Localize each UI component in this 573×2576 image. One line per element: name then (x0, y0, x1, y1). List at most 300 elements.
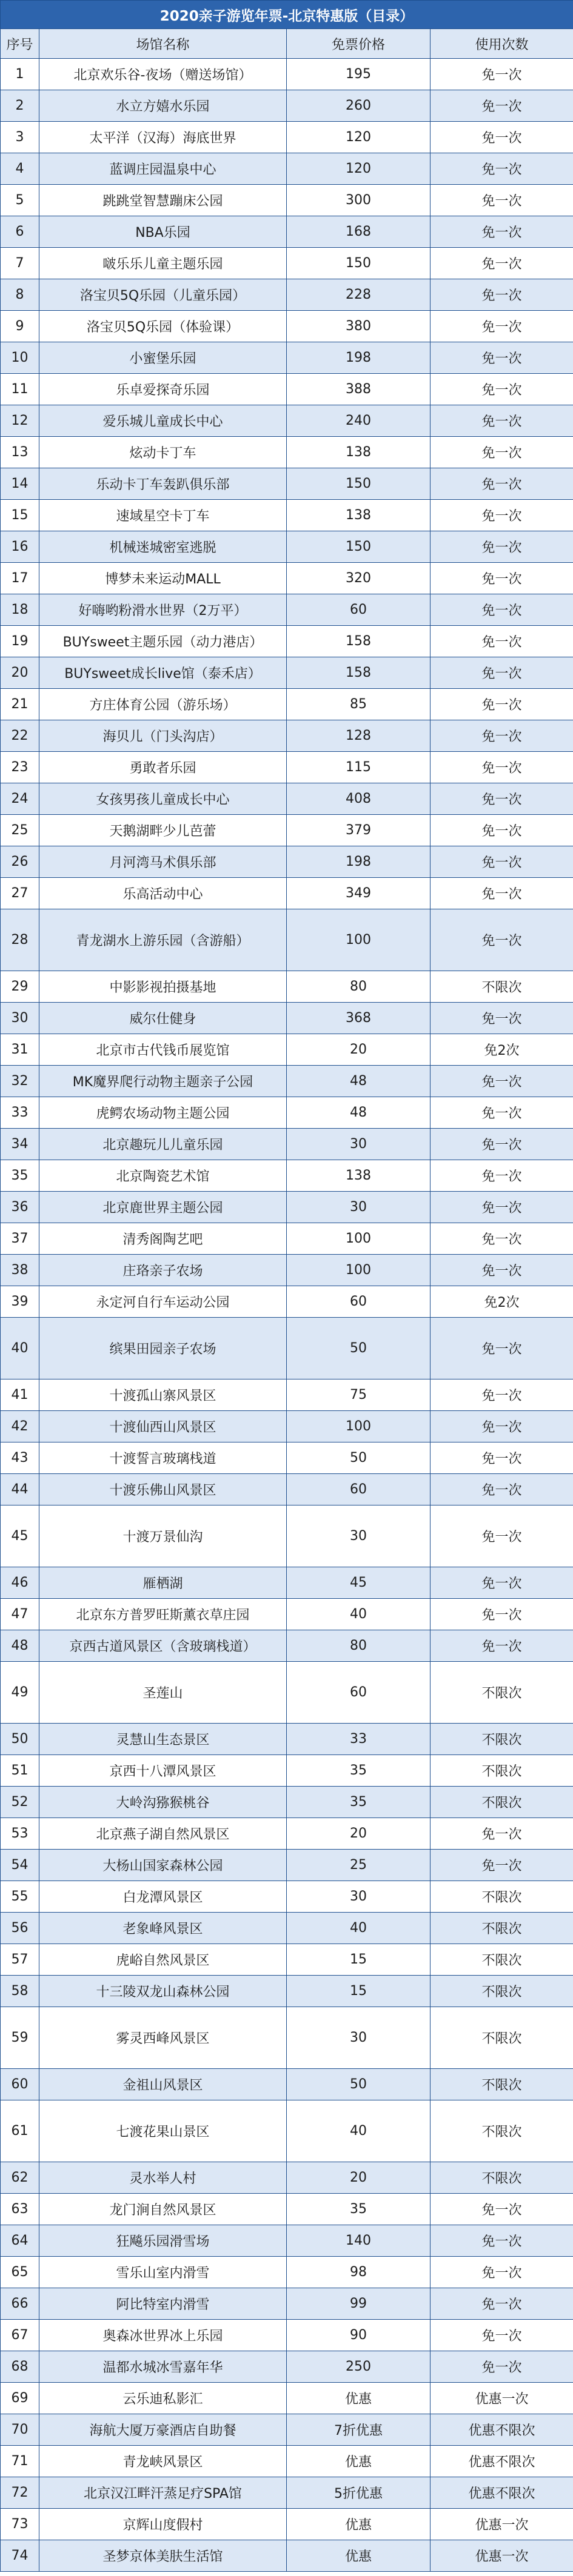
cell-times: 免一次 (431, 1379, 573, 1411)
cell-price: 20 (287, 1818, 431, 1850)
cell-name: 好嗨哟粉滑水世界（2万平） (39, 594, 287, 626)
cell-no: 44 (1, 1474, 39, 1505)
cell-price: 80 (287, 971, 431, 1003)
cell-no: 20 (1, 657, 39, 689)
table-row (1, 1318, 573, 1379)
table-row (1, 846, 573, 878)
cell-price: 45 (287, 1567, 431, 1599)
cell-name: 雁栖湖 (39, 1567, 287, 1599)
cell-name: 机械迷城密室逃脱 (39, 531, 287, 563)
cell-price: 20 (287, 2162, 431, 2194)
table-row (1, 1944, 573, 1976)
cell-name: 十三陵双龙山森林公园 (39, 1976, 287, 2007)
cell-no: 56 (1, 1913, 39, 1944)
header-price: 免票价格 (287, 29, 431, 59)
cell-name: 天鹅湖畔少儿芭蕾 (39, 815, 287, 846)
cell-price: 80 (287, 1630, 431, 1662)
cell-price: 115 (287, 752, 431, 783)
cell-no: 62 (1, 2162, 39, 2194)
cell-price: 优惠 (287, 2509, 431, 2540)
cell-no: 70 (1, 2414, 39, 2446)
cell-times: 不限次 (431, 1755, 573, 1787)
table-row (1, 2540, 573, 2572)
cell-times: 免一次 (431, 1818, 573, 1850)
cell-price: 75 (287, 1379, 431, 1411)
cell-no: 21 (1, 689, 39, 720)
cell-price: 195 (287, 59, 431, 90)
cell-name: 白龙潭风景区 (39, 1881, 287, 1913)
cell-no: 63 (1, 2194, 39, 2225)
table-row (1, 2320, 573, 2351)
cell-price: 100 (287, 1411, 431, 1442)
table-row (1, 342, 573, 374)
table-row (1, 1255, 573, 1286)
cell-no: 11 (1, 374, 39, 405)
table-row (1, 2225, 573, 2257)
table-row (1, 1097, 573, 1129)
cell-name: 北京市古代钱币展览馆 (39, 1034, 287, 1066)
cell-times: 免一次 (431, 689, 573, 720)
cell-no: 71 (1, 2446, 39, 2477)
table-row (1, 2477, 573, 2509)
cell-name: NBA乐园 (39, 216, 287, 248)
cell-times: 免一次 (431, 1411, 573, 1442)
cell-name: 北京欢乐谷-夜场（赠送场馆） (39, 59, 287, 90)
cell-price: 优惠 (287, 2383, 431, 2414)
table-row (1, 1066, 573, 1097)
cell-price: 60 (287, 1474, 431, 1505)
cell-times: 免一次 (431, 2194, 573, 2225)
cell-price: 198 (287, 342, 431, 374)
cell-name: 北京汉江畔汗蒸足疗SPA馆 (39, 2477, 287, 2509)
cell-price: 48 (287, 1097, 431, 1129)
table-row (1, 1567, 573, 1599)
cell-no: 10 (1, 342, 39, 374)
table-row (1, 185, 573, 216)
table-row (1, 1160, 573, 1192)
cell-times: 免一次 (431, 90, 573, 122)
cell-no: 55 (1, 1881, 39, 1913)
cell-no: 53 (1, 1818, 39, 1850)
table-row (1, 2446, 573, 2477)
cell-no: 26 (1, 846, 39, 878)
cell-no: 48 (1, 1630, 39, 1662)
cell-price: 100 (287, 1255, 431, 1286)
cell-name: 小蜜堡乐园 (39, 342, 287, 374)
cell-no: 32 (1, 1066, 39, 1097)
cell-times: 不限次 (431, 971, 573, 1003)
cell-name: 清秀阁陶艺吧 (39, 1223, 287, 1255)
cell-times: 免一次 (431, 720, 573, 752)
table-row (1, 311, 573, 342)
cell-times: 不限次 (431, 2100, 573, 2162)
cell-no: 69 (1, 2383, 39, 2414)
table-row (1, 1818, 573, 1850)
cell-name: BUYsweet主题乐园（动力港店） (39, 626, 287, 657)
cell-times: 优惠不限次 (431, 2477, 573, 2509)
cell-no: 25 (1, 815, 39, 846)
cell-name: 爱乐城儿童成长中心 (39, 405, 287, 437)
cell-no: 54 (1, 1850, 39, 1881)
table-row (1, 2100, 573, 2162)
cell-times: 不限次 (431, 1724, 573, 1755)
cell-price: 30 (287, 2007, 431, 2069)
cell-price: 20 (287, 1034, 431, 1066)
cell-name: 京西古道风景区（含玻璃栈道） (39, 1630, 287, 1662)
table-row (1, 1442, 573, 1474)
table-row (1, 815, 573, 846)
table-row (1, 1286, 573, 1318)
table-row (1, 2069, 573, 2100)
table-row (1, 405, 573, 437)
cell-name: 十渡乐佛山风景区 (39, 1474, 287, 1505)
cell-times: 免一次 (431, 2225, 573, 2257)
cell-no: 23 (1, 752, 39, 783)
cell-times: 免一次 (431, 1192, 573, 1223)
table-row (1, 2194, 573, 2225)
cell-no: 40 (1, 1318, 39, 1379)
cell-price: 30 (287, 1129, 431, 1160)
cell-name: 灵水举人村 (39, 2162, 287, 2194)
cell-no: 59 (1, 2007, 39, 2069)
cell-name: 永定河自行车运动公园 (39, 1286, 287, 1318)
cell-no: 38 (1, 1255, 39, 1286)
cell-price: 30 (287, 1881, 431, 1913)
cell-times: 不限次 (431, 1944, 573, 1976)
table-row (1, 878, 573, 909)
table-row (1, 90, 573, 122)
cell-name: 洛宝贝5Q乐园（体验课） (39, 311, 287, 342)
cell-times: 免一次 (431, 2351, 573, 2383)
table-row (1, 2414, 573, 2446)
cell-no: 61 (1, 2100, 39, 2162)
cell-no: 19 (1, 626, 39, 657)
cell-price: 98 (287, 2257, 431, 2288)
table-row (1, 594, 573, 626)
cell-name: 阿比特室内滑雪 (39, 2288, 287, 2320)
cell-price: 40 (287, 1599, 431, 1630)
cell-name: 圣莲山 (39, 1662, 287, 1724)
cell-price: 48 (287, 1066, 431, 1097)
cell-times: 免一次 (431, 1129, 573, 1160)
cell-times: 不限次 (431, 2162, 573, 2194)
cell-no: 66 (1, 2288, 39, 2320)
cell-no: 43 (1, 1442, 39, 1474)
cell-no: 27 (1, 878, 39, 909)
cell-name: 北京陶瓷艺术馆 (39, 1160, 287, 1192)
cell-times: 免一次 (431, 1097, 573, 1129)
cell-times: 不限次 (431, 1787, 573, 1818)
table-row (1, 1724, 573, 1755)
cell-no: 9 (1, 311, 39, 342)
cell-times: 免一次 (431, 153, 573, 185)
cell-no: 57 (1, 1944, 39, 1976)
cell-times: 免一次 (431, 1066, 573, 1097)
cell-price: 150 (287, 468, 431, 500)
cell-no: 47 (1, 1599, 39, 1630)
cell-no: 68 (1, 2351, 39, 2383)
cell-price: 7折优惠 (287, 2414, 431, 2446)
cell-price: 138 (287, 437, 431, 468)
cell-name: 炫动卡丁车 (39, 437, 287, 468)
cell-times: 免一次 (431, 815, 573, 846)
table-row (1, 122, 573, 153)
cell-times: 免一次 (431, 59, 573, 90)
cell-name: 水立方嬉水乐园 (39, 90, 287, 122)
cell-price: 168 (287, 216, 431, 248)
cell-no: 12 (1, 405, 39, 437)
table-row (1, 1755, 573, 1787)
table-row (1, 626, 573, 657)
cell-no: 7 (1, 248, 39, 279)
cell-price: 120 (287, 122, 431, 153)
cell-name: 京西十八潭风景区 (39, 1755, 287, 1787)
cell-no: 14 (1, 468, 39, 500)
cell-price: 128 (287, 720, 431, 752)
cell-name: 北京鹿世界主题公园 (39, 1192, 287, 1223)
cell-name: 温都水城冰雪嘉年华 (39, 2351, 287, 2383)
cell-price: 240 (287, 405, 431, 437)
table-row (1, 2509, 573, 2540)
cell-price: 198 (287, 846, 431, 878)
table-row (1, 437, 573, 468)
cell-times: 优惠一次 (431, 2540, 573, 2572)
cell-times: 免一次 (431, 909, 573, 971)
cell-price: 158 (287, 626, 431, 657)
cell-name: 乐动卡丁车轰趴俱乐部 (39, 468, 287, 500)
cell-name: 十渡孤山寨风景区 (39, 1379, 287, 1411)
cell-price: 120 (287, 153, 431, 185)
cell-price: 349 (287, 878, 431, 909)
cell-name: 缤果田园亲子农场 (39, 1318, 287, 1379)
cell-price: 150 (287, 531, 431, 563)
cell-name: 北京东方普罗旺斯薰衣草庄园 (39, 1599, 287, 1630)
table-row (1, 153, 573, 185)
cell-times: 免一次 (431, 405, 573, 437)
cell-no: 65 (1, 2257, 39, 2288)
cell-name: 海贝儿（门头沟店） (39, 720, 287, 752)
table-row (1, 1411, 573, 1442)
cell-name: 乐高活动中心 (39, 878, 287, 909)
cell-times: 免一次 (431, 1599, 573, 1630)
cell-name: 月河湾马术俱乐部 (39, 846, 287, 878)
cell-times: 免一次 (431, 1223, 573, 1255)
cell-name: 方庄体育公园（游乐场） (39, 689, 287, 720)
cell-price: 40 (287, 1913, 431, 1944)
cell-times: 免一次 (431, 1318, 573, 1379)
cell-times: 免一次 (431, 1003, 573, 1034)
cell-times: 优惠一次 (431, 2509, 573, 2540)
cell-price: 35 (287, 1755, 431, 1787)
cell-no: 51 (1, 1755, 39, 1787)
cell-times: 不限次 (431, 1976, 573, 2007)
cell-times: 免一次 (431, 279, 573, 311)
cell-times: 免一次 (431, 311, 573, 342)
table-row (1, 216, 573, 248)
cell-name: 威尔仕健身 (39, 1003, 287, 1034)
cell-no: 52 (1, 1787, 39, 1818)
cell-no: 72 (1, 2477, 39, 2509)
cell-no: 41 (1, 1379, 39, 1411)
cell-times: 不限次 (431, 2069, 573, 2100)
cell-price: 优惠 (287, 2540, 431, 2572)
cell-price: 60 (287, 1662, 431, 1724)
cell-no: 29 (1, 971, 39, 1003)
table-row (1, 563, 573, 594)
cell-name: 圣梦京体美肤生活馆 (39, 2540, 287, 2572)
cell-times: 免一次 (431, 594, 573, 626)
cell-name: 十渡誓言玻璃栈道 (39, 1442, 287, 1474)
cell-name: 跳跳堂智慧蹦床公园 (39, 185, 287, 216)
table-row (1, 1599, 573, 1630)
cell-times: 免一次 (431, 437, 573, 468)
cell-price: 85 (287, 689, 431, 720)
cell-price: 优惠 (287, 2446, 431, 2477)
cell-no: 30 (1, 1003, 39, 1034)
table-row (1, 720, 573, 752)
cell-name: 洛宝贝5Q乐园（儿童乐园） (39, 279, 287, 311)
cell-times: 免一次 (431, 1630, 573, 1662)
cell-name: MK魔界爬行动物主题亲子公园 (39, 1066, 287, 1097)
cell-no: 39 (1, 1286, 39, 1318)
cell-times: 免一次 (431, 531, 573, 563)
table-row (1, 2288, 573, 2320)
table-row (1, 1034, 573, 1066)
table-row (1, 1787, 573, 1818)
cell-no: 37 (1, 1223, 39, 1255)
cell-no: 46 (1, 1567, 39, 1599)
cell-name: 北京趣玩儿儿童乐园 (39, 1129, 287, 1160)
cell-price: 40 (287, 2100, 431, 2162)
cell-times: 免一次 (431, 563, 573, 594)
table-row (1, 657, 573, 689)
cell-price: 158 (287, 657, 431, 689)
table-row (1, 2351, 573, 2383)
cell-price: 30 (287, 1192, 431, 1223)
cell-price: 25 (287, 1850, 431, 1881)
cell-times: 免一次 (431, 248, 573, 279)
cell-name: 勇敢者乐园 (39, 752, 287, 783)
cell-price: 33 (287, 1724, 431, 1755)
cell-price: 250 (287, 2351, 431, 2383)
cell-times: 免一次 (431, 122, 573, 153)
cell-times: 优惠一次 (431, 2383, 573, 2414)
cell-name: 大岭沟猕猴桃谷 (39, 1787, 287, 1818)
cell-price: 100 (287, 909, 431, 971)
cell-name: 博梦未来运动MALL (39, 563, 287, 594)
table-row (1, 1379, 573, 1411)
cell-name: 青龙峡风景区 (39, 2446, 287, 2477)
cell-times: 不限次 (431, 2007, 573, 2069)
table-body (1, 59, 573, 2572)
cell-price: 379 (287, 815, 431, 846)
cell-no: 15 (1, 500, 39, 531)
cell-times: 免一次 (431, 1850, 573, 1881)
cell-name: 海航大厦万豪酒店自助餐 (39, 2414, 287, 2446)
cell-name: 京辉山度假村 (39, 2509, 287, 2540)
cell-name: 中影影视拍摄基地 (39, 971, 287, 1003)
cell-no: 50 (1, 1724, 39, 1755)
cell-no: 49 (1, 1662, 39, 1724)
table-row (1, 531, 573, 563)
cell-name: 啵乐乐儿童主题乐园 (39, 248, 287, 279)
cell-times: 不限次 (431, 1881, 573, 1913)
cell-name: 虎峪自然风景区 (39, 1944, 287, 1976)
cell-price: 15 (287, 1944, 431, 1976)
cell-name: 云乐迪私影汇 (39, 2383, 287, 2414)
page-title: 2020亲子游览年票-北京特惠版（目录） (1, 1, 573, 29)
table-row (1, 1192, 573, 1223)
table-row (1, 59, 573, 90)
cell-times: 免一次 (431, 1160, 573, 1192)
cell-price: 408 (287, 783, 431, 815)
cell-times: 免一次 (431, 878, 573, 909)
cell-price: 300 (287, 185, 431, 216)
cell-price: 138 (287, 500, 431, 531)
header-times: 使用次数 (431, 29, 573, 59)
cell-name: 女孩男孩儿童成长中心 (39, 783, 287, 815)
cell-name: 太平洋（汉海）海底世界 (39, 122, 287, 153)
cell-no: 36 (1, 1192, 39, 1223)
cell-no: 2 (1, 90, 39, 122)
table-row (1, 783, 573, 815)
cell-times: 免一次 (431, 2257, 573, 2288)
cell-name: 蓝调庄园温泉中心 (39, 153, 287, 185)
cell-price: 50 (287, 1442, 431, 1474)
cell-name: 虎鳄农场动物主题公园 (39, 1097, 287, 1129)
cell-times: 免一次 (431, 500, 573, 531)
cell-times: 免一次 (431, 1567, 573, 1599)
cell-times: 免2次 (431, 1286, 573, 1318)
cell-no: 74 (1, 2540, 39, 2572)
cell-times: 免一次 (431, 1505, 573, 1567)
table-row (1, 1850, 573, 1881)
cell-no: 13 (1, 437, 39, 468)
table-row (1, 2162, 573, 2194)
cell-price: 90 (287, 2320, 431, 2351)
cell-times: 不限次 (431, 1913, 573, 1944)
cell-times: 免一次 (431, 342, 573, 374)
cell-no: 6 (1, 216, 39, 248)
table-row (1, 1662, 573, 1724)
cell-name: 庄珞亲子农场 (39, 1255, 287, 1286)
cell-price: 60 (287, 594, 431, 626)
cell-no: 8 (1, 279, 39, 311)
cell-times: 免一次 (431, 185, 573, 216)
header-row (1, 29, 573, 59)
cell-name: BUYsweet成长live馆（泰禾店） (39, 657, 287, 689)
table-row (1, 1474, 573, 1505)
cell-no: 22 (1, 720, 39, 752)
header-no: 序号 (1, 29, 39, 59)
cell-name: 雪乐山室内滑雪 (39, 2257, 287, 2288)
table-row (1, 1630, 573, 1662)
table-row (1, 468, 573, 500)
cell-times: 免一次 (431, 1442, 573, 1474)
table-row (1, 689, 573, 720)
table-row (1, 248, 573, 279)
cell-times: 免一次 (431, 2288, 573, 2320)
cell-name: 大杨山国家森林公园 (39, 1850, 287, 1881)
table-row (1, 500, 573, 531)
cell-no: 3 (1, 122, 39, 153)
table-row (1, 909, 573, 971)
cell-no: 31 (1, 1034, 39, 1066)
cell-no: 64 (1, 2225, 39, 2257)
cell-price: 60 (287, 1286, 431, 1318)
cell-name: 七渡花果山景区 (39, 2100, 287, 2162)
cell-price: 140 (287, 2225, 431, 2257)
